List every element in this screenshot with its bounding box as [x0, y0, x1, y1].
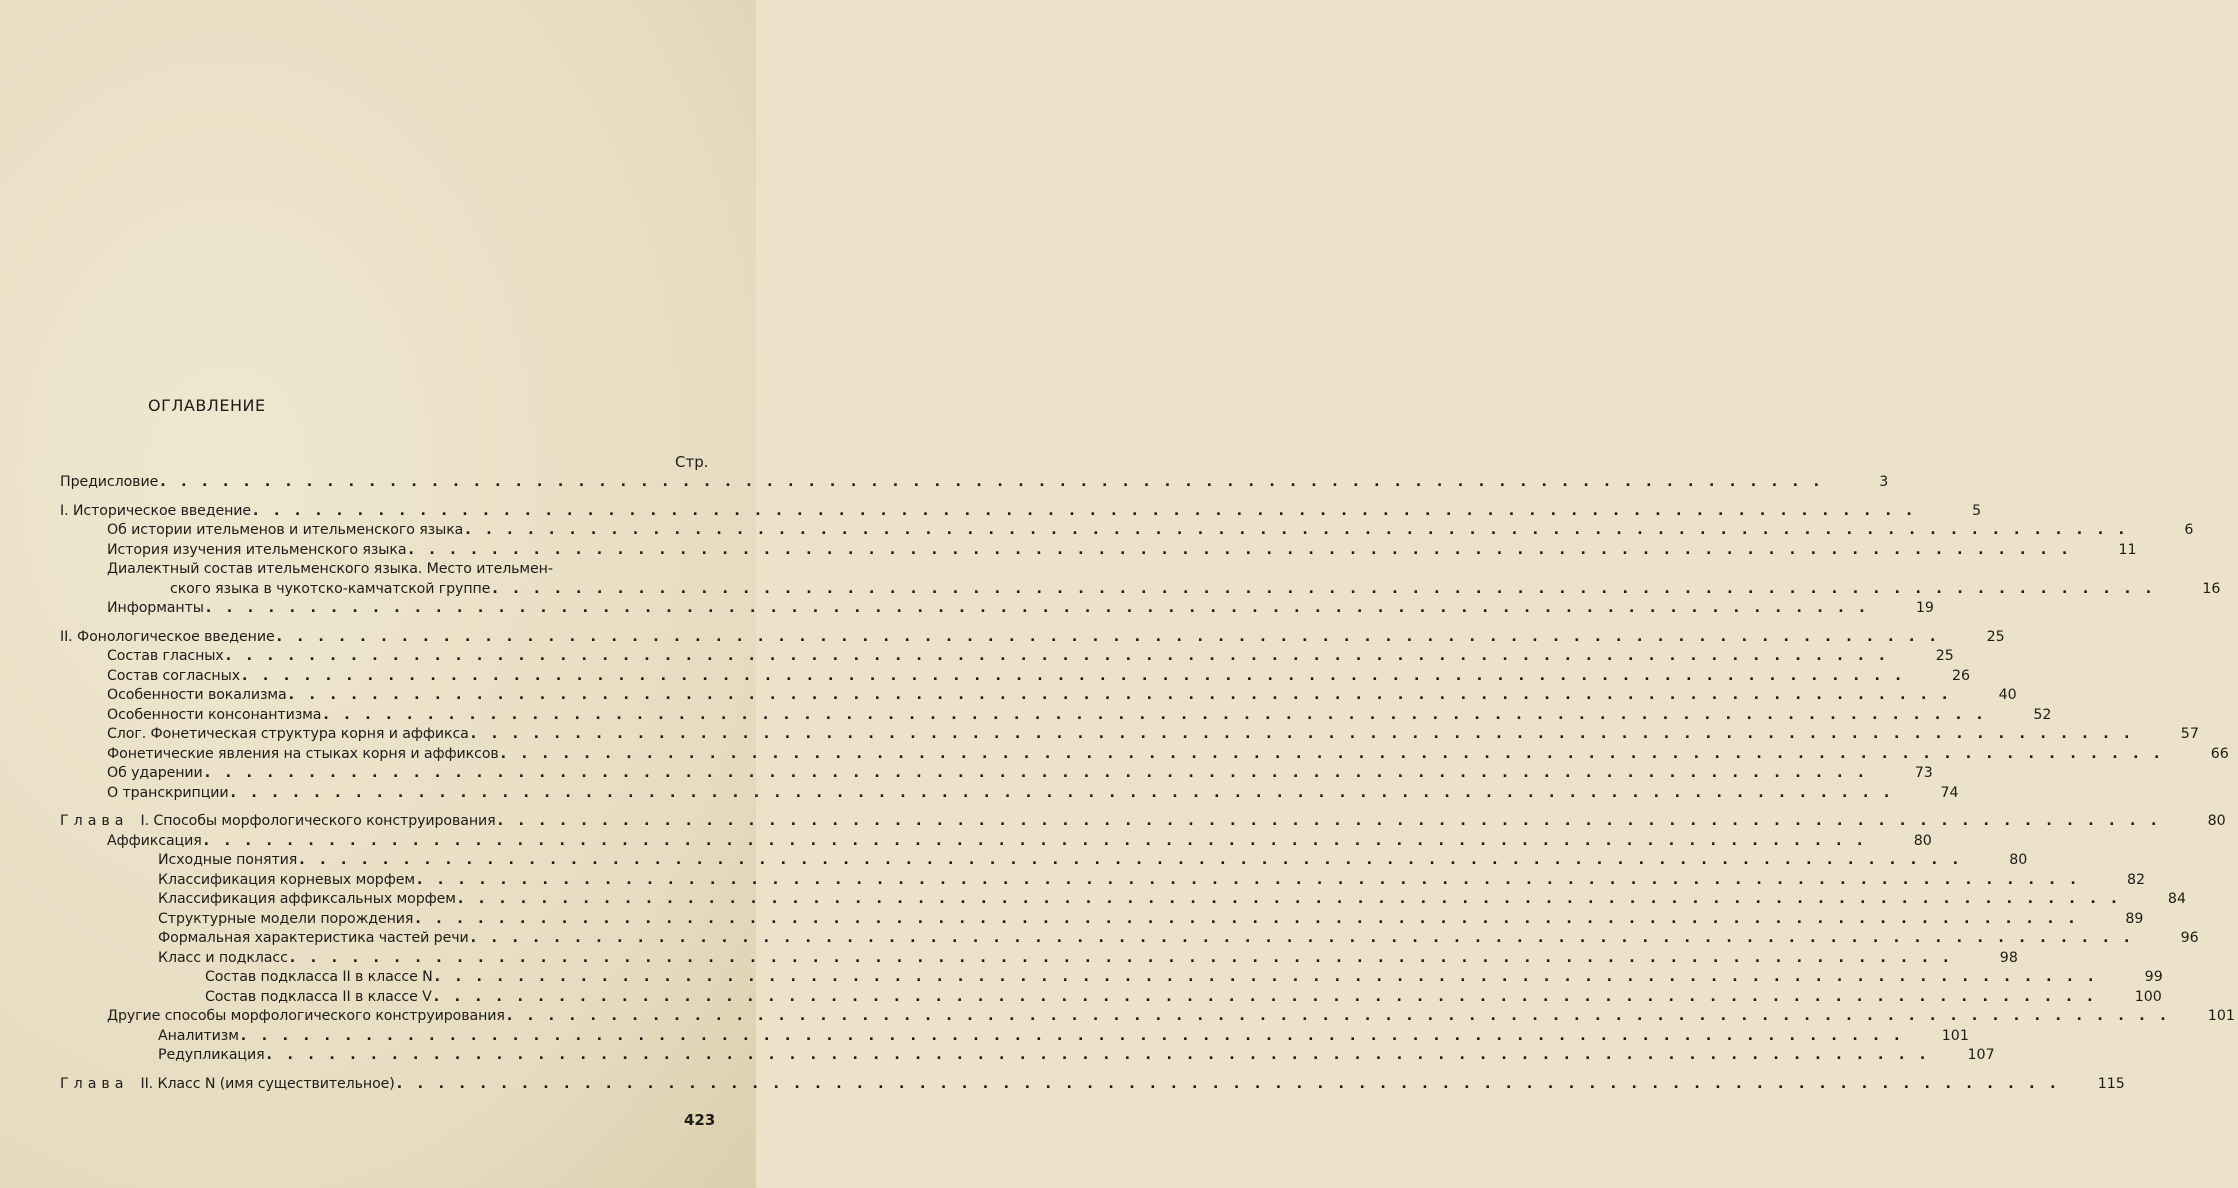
entry-title: [158, 949, 288, 969]
entry-label: О транскрипции: [107, 784, 229, 801]
entry-label: II. Класс N (имя существительное): [140, 1075, 395, 1092]
toc-entry[interactable]: [60, 745, 2229, 765]
entry-title: [107, 560, 553, 580]
entry-page-number: 100: [2134, 988, 2162, 1005]
entry-label: История изучения ительменского языка: [107, 541, 407, 558]
entry-title: [60, 502, 251, 522]
toc-entry[interactable]: [60, 784, 1959, 804]
toc-entry[interactable]: [60, 647, 1954, 667]
dot-leader: . . . . . . . . . . . . . . . . . . . . . . . . . . . . . . . . . . . . . . . . . . . . . . . . . . . . . . . . . . . . . . . . . . . . . . . . . . . . . . . .: [288, 687, 1953, 703]
toc-entry[interactable]: [60, 764, 1933, 784]
entry-label: Состав подкласса II в классе V: [205, 988, 432, 1005]
entry-label: Редупликация: [158, 1047, 265, 1063]
entry-page-number: 6: [2184, 522, 2194, 538]
toc-entry[interactable]: [60, 851, 2028, 871]
dot-leader: . . . . . . . . . . . . . . . . . . . . . . . . . . . . . . . . . . . . . . . . . . . . . . . . . . . . . . . . . . . . . . . . . . . . . . . . . . . . . . . .: [323, 706, 1988, 723]
entry-title: [60, 812, 496, 832]
entry-page-number: 115: [2097, 1075, 2125, 1092]
entry-page-number: 89: [2125, 910, 2144, 927]
dot-leader: . . . . . . . . . . . . . . . . . . . . . . . . . . . . . . . . . . . . . . . . . . . . . . . . . . . . . . . . . . . . . . . . . . . . . . . . . . . . . . . .: [396, 1075, 2061, 1092]
entry-page-number: 73: [1914, 765, 1933, 781]
entry-title: [107, 599, 204, 619]
entry-page-number: 101: [1941, 1027, 1969, 1044]
toc-entry[interactable]: [60, 949, 2018, 969]
entry-title: [60, 473, 158, 493]
toc-entry[interactable]: [60, 1007, 2235, 1027]
entry-label: Особенности вокализма: [107, 687, 287, 703]
entry-page-number: 84: [2167, 891, 2186, 907]
table-of-contents: [60, 473, 2235, 1103]
entry-title: [158, 871, 415, 891]
entry-label: Об ударении: [107, 765, 203, 781]
entry-page-number: 82: [2127, 871, 2146, 888]
entry-title: [107, 541, 406, 561]
entry-title: [107, 1007, 505, 1027]
toc-section: [60, 812, 2235, 1066]
entry-title: [107, 521, 463, 541]
entry-title: [107, 764, 203, 784]
entry-title: [107, 686, 287, 706]
entry-label: Классификация корневых морфем: [158, 871, 415, 888]
dot-leader: . . . . . . . . . . . . . . . . . . . . . . . . . . . . . . . . . . . . . . . . . . . . . . . . . . . . . . . . . . . . . . . . . . . . . . . . . . . . . . . .: [457, 891, 2122, 907]
entry-page-number: 16: [2202, 580, 2221, 597]
dot-leader: . . . . . . . . . . . . . . . . . . . . . . . . . . . . . . . . . . . . . . . . . . . . . . . . . . . . . . . . . . . . . . . . . . . . . . . . . . . . . . . .: [408, 541, 2073, 558]
entry-label: I. Историческое введение: [60, 502, 252, 519]
dot-leader: . . . . . . . . . . . . . . . . . . . . . . . . . . . . . . . . . . . . . . . . . . . . . . . . . . . . . . . . . . . . . . . . . . . . . . . . . . . . . . . .: [289, 949, 1954, 966]
entry-page-number: 96: [2180, 930, 2199, 946]
toc-entry[interactable]: [60, 560, 716, 580]
entry-page-number: 25: [1986, 628, 2005, 645]
entry-page-number: 5: [1972, 502, 1982, 519]
dot-leader: . . . . . . . . . . . . . . . . . . . . . . . . . . . . . . . . . . . . . . . . . . . . . . . . . . . . . . . . . . . . . . . . . . . . . . . . . . . . . . . .: [433, 988, 2098, 1005]
dot-leader: . . . . . . . . . . . . . . . . . . . . . . . . . . . . . . . . . . . . . . . . . . . . . . . . . . . . . . . . . . . . . . . . . . . . . . . . . . . . . . . .: [276, 628, 1941, 645]
entry-label: Классификация аффиксальных морфем: [158, 891, 456, 907]
entry-label: Аналитизм: [158, 1027, 239, 1044]
toc-entry[interactable]: [60, 1027, 1969, 1047]
entry-label: Исходные понятия: [158, 852, 298, 868]
entry-label: II. Фонологическое введение: [60, 628, 275, 645]
dot-leader: . . . . . . . . . . . . . . . . . . . . . . . . . . . . . . . . . . . . . . . . . . . . . . . . . . . . . . . . . . . . . . . . . . . . . . . . . . . . . . . .: [205, 600, 1870, 616]
entry-page-number: 52: [2033, 706, 2052, 723]
toc-entry[interactable]: [60, 667, 1971, 687]
dot-leader: . . . . . . . . . . . . . . . . . . . . . . . . . . . . . . . . . . . . . . . . . . . . . . . . . . . . . . . . . . . . . . . . . . . . . . . . . . . . . . . .: [506, 1008, 2171, 1024]
dot-leader: . . . . . . . . . . . . . . . . . . . . . . . . . . . . . . . . . . . . . . . . . . . . . . . . . . . . . . . . . . . . . . . . . . . . . . . . . . . . . . . .: [299, 852, 1964, 868]
entry-page-number: 11: [2118, 541, 2137, 558]
entry-page-number: 80: [2207, 813, 2226, 829]
entry-label: Диалектный состав ительменского языка. Место ительмен-: [107, 561, 553, 577]
chapter-prefix: Глава: [60, 1075, 129, 1092]
entry-title: [60, 628, 275, 648]
toc-entry[interactable]: [60, 832, 1932, 852]
entry-label: ского языка в чукотско-камчатской группе: [170, 580, 491, 597]
page-column-header: Стр.: [675, 453, 709, 471]
toc-entry[interactable]: [60, 686, 2017, 706]
dot-leader: . . . . . . . . . . . . . . . . . . . . . . . . . . . . . . . . . . . . . . . . . . . . . . . . . . . . . . . . . . . . . . . . . . . . . . . . . . . . . . . .: [470, 726, 2135, 742]
toc-entry[interactable]: [60, 599, 1934, 619]
dot-leader: . . . . . . . . . . . . . . . . . . . . . . . . . . . . . . . . . . . . . . . . . . . . . . . . . . . . . . . . . . . . . . . . . . . . . . . . . . . . . . . .: [240, 1027, 1905, 1044]
toc-entry[interactable]: [60, 580, 2221, 600]
entry-title: [158, 910, 413, 930]
entry-title: [107, 725, 469, 745]
entry-title: [107, 706, 321, 726]
entry-title: [205, 988, 432, 1008]
entry-title: [158, 1046, 265, 1066]
entry-page-number: 25: [1935, 648, 1954, 664]
toc-entry[interactable]: [60, 541, 2137, 561]
entry-page-number: 80: [1913, 832, 1932, 849]
entry-title: [158, 851, 297, 871]
entry-page-number: 66: [2210, 745, 2229, 762]
toc-section: [60, 628, 2229, 804]
toc-entry[interactable]: [60, 1046, 1995, 1066]
dot-leader: . . . . . . . . . . . . . . . . . . . . . . . . . . . . . . . . . . . . . . . . . . . . . . . . . . . . . . . . . . . . . . . . . . . . . . . . . . . . . . . .: [434, 969, 2099, 985]
toc-entry[interactable]: [60, 968, 2163, 988]
entry-title: [205, 968, 433, 988]
toc-entry[interactable]: [60, 1075, 2125, 1095]
entry-page-number: 19: [1915, 600, 1934, 616]
entry-page-number: 98: [1999, 949, 2018, 966]
entry-page-number: 107: [1967, 1047, 1995, 1063]
entry-label: Другие способы морфологического конструирования: [107, 1008, 505, 1024]
chapter-prefix: Глава: [60, 813, 129, 829]
toc-section: [60, 1075, 2125, 1095]
entry-page-number: 57: [2180, 726, 2199, 742]
toc-entry[interactable]: [60, 890, 2186, 910]
entry-label: Структурные модели порождения: [158, 910, 414, 927]
entry-title: [107, 745, 499, 765]
toc-section: [60, 473, 1889, 493]
dot-leader: . . . . . . . . . . . . . . . . . . . . . . . . . . . . . . . . . . . . . . . . . . . . . . . . . . . . . . . . . . . . . . . . . . . . . . . . . . . . . . . .: [416, 871, 2082, 888]
toc-entry[interactable]: [60, 502, 1982, 522]
entry-title: [170, 580, 490, 600]
entry-title: [158, 1027, 239, 1047]
toc-entry[interactable]: [60, 628, 2005, 648]
toc-section: [60, 502, 2221, 619]
entry-label: I. Способы морфологического конструирования: [140, 813, 496, 829]
entry-page-number: 40: [1998, 687, 2017, 703]
entry-title: [107, 784, 229, 804]
toc-entry[interactable]: [60, 871, 2146, 891]
dot-leader: . . . . . . . . . . . . . . . . . . . . . . . . . . . . . . . . . . . . . . . . . . . . . . . . . . . . . . . . . . . . . . . . . . . . . . . . . . . . . . . .: [497, 813, 2162, 829]
page-number: 423: [684, 1111, 716, 1129]
toc-entry[interactable]: [60, 521, 2194, 541]
dot-leader: . . . . . . . . . . . . . . . . . . . . . . . . . . . . . . . . . . . . . . . . . . . . . . . . . . . . . . . . . . . . . . . . . . . . . . . . . . . . . . . .: [242, 667, 1907, 684]
entry-title: [107, 667, 240, 687]
entry-page-number: 26: [1952, 667, 1971, 684]
entry-page-number: 3: [1879, 474, 1889, 490]
entry-title: [158, 929, 469, 949]
dot-leader: . . . . . . . . . . . . . . . . . . . . . . . . . . . . . . . . . . . . . . . . . . . . . . . . . . . . . . . . . . . . . . . . . . . . . . . . . . . . . . . .: [415, 910, 2080, 927]
entry-label: Состав подкласса II в классе N: [205, 969, 433, 985]
entry-page-number: 80: [2009, 852, 2028, 868]
entry-title: [107, 647, 224, 667]
dot-leader: . . . . . . . . . . . . . . . . . . . . . . . . . . . . . . . . . . . . . . . . . . . . . . . . . . . . . . . . . . . . . . . . . . . . . . . . . . . . . . . .: [465, 522, 2130, 538]
toc-entry[interactable]: [60, 706, 2052, 726]
entry-label: Состав гласных: [107, 648, 224, 664]
entry-title: [60, 1075, 395, 1095]
toc-entry[interactable]: [60, 473, 1889, 493]
entry-label: Формальная характеристика частей речи: [158, 930, 469, 946]
entry-page-number: 101: [2207, 1008, 2235, 1024]
entry-label: Информанты: [107, 600, 204, 616]
entry-page-number: 74: [1940, 784, 1959, 801]
toc-entry[interactable]: [60, 988, 2162, 1008]
toc-entry[interactable]: [60, 929, 2199, 949]
dot-leader: . . . . . . . . . . . . . . . . . . . . . . . . . . . . . . . . . . . . . . . . . . . . . . . . . . . . . . . . . . . . . . . . . . . . . . . . . . . . . . . .: [230, 784, 1895, 801]
entry-title: [107, 832, 202, 852]
toc-entry[interactable]: [60, 910, 2144, 930]
dot-leader: . . . . . . . . . . . . . . . . . . . . . . . . . . . . . . . . . . . . . . . . . . . . . . . . . . . . . . . . . . . . . . . . . . . . . . . . . . . . . . . .: [160, 474, 1825, 490]
entry-label: Аффиксация: [107, 832, 202, 849]
dot-leader: . . . . . . . . . . . . . . . . . . . . . . . . . . . . . . . . . . . . . . . . . . . . . . . . . . . . . . . . . . . . . . . . . . . . . . . . . . . . . . . .: [203, 832, 1868, 849]
dot-leader: . . . . . . . . . . . . . . . . . . . . . . . . . . . . . . . . . . . . . . . . . . . . . . . . . . . . . . . . . . . . . . . . . . . . . . . . . . . . . . . .: [500, 745, 2165, 762]
dot-leader: . . . . . . . . . . . . . . . . . . . . . . . . . . . . . . . . . . . . . . . . . . . . . . . . . . . . . . . . . . . . . . . . . . . . . . . . . . . . . . . .: [225, 648, 1890, 664]
toc-entry[interactable]: [60, 725, 2199, 745]
entry-label: Состав согласных: [107, 667, 240, 684]
entry-page-number: 99: [2144, 969, 2163, 985]
toc-entry[interactable]: [60, 812, 2226, 832]
entry-title: [158, 890, 456, 910]
dot-leader: . . . . . . . . . . . . . . . . . . . . . . . . . . . . . . . . . . . . . . . . . . . . . . . . . . . . . . . . . . . . . . . . . . . . . . . . . . . . . . . .: [266, 1047, 1931, 1063]
entry-label: Предисловие: [60, 474, 159, 490]
entry-label: Фонетические явления на стыках корня и аффиксов: [107, 745, 499, 762]
entry-label: Класс и подкласс: [158, 949, 288, 966]
entry-label: Особенности консонантизма: [107, 706, 322, 723]
entry-label: Об истории ительменов и ительменского языка: [107, 522, 464, 538]
dot-leader: . . . . . . . . . . . . . . . . . . . . . . . . . . . . . . . . . . . . . . . . . . . . . . . . . . . . . . . . . . . . . . . . . . . . . . . . . . . . . . . .: [204, 765, 1869, 781]
entry-label: Слог. Фонетическая структура корня и аффикса: [107, 726, 469, 742]
dot-leader: . . . . . . . . . . . . . . . . . . . . . . . . . . . . . . . . . . . . . . . . . . . . . . . . . . . . . . . . . . . . . . . . . . . . . . . . . . . . . . . .: [253, 502, 1918, 519]
toc-title: ОГЛАВЛЕНИЕ: [148, 396, 266, 415]
dot-leader: . . . . . . . . . . . . . . . . . . . . . . . . . . . . . . . . . . . . . . . . . . . . . . . . . . . . . . . . . . . . . . . . . . . . . . . . . . . . . . . .: [470, 930, 2135, 946]
dot-leader: . . . . . . . . . . . . . . . . . . . . . . . . . . . . . . . . . . . . . . . . . . . . . . . . . . . . . . . . . . . . . . . . . . . . . . . . . . . . . . . .: [492, 580, 2157, 597]
